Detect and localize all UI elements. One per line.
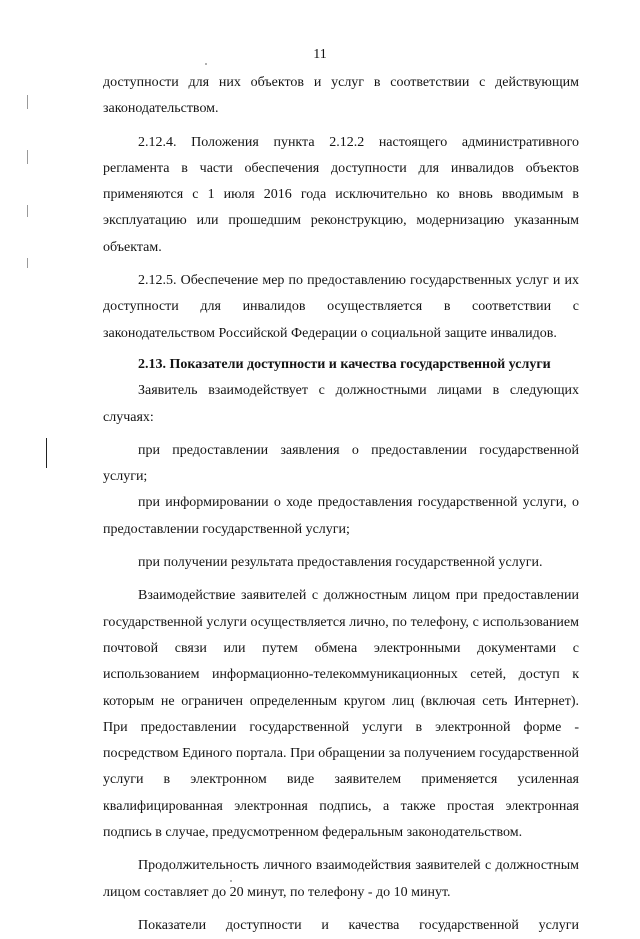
margin-binding-bar: [46, 438, 47, 468]
page-number: 11: [313, 47, 327, 62]
paragraph-2-12-4: 2.12.4. Положения пункта 2.12.2 настоящего административного регламента в части обеспечения доступности для инвалидов объектов применяются с 1 июля 2016 года исключительно ко вновь вводимым в эксплуатацию или прошедшим реконструкцию, модернизацию указанным объектам.: [103, 134, 579, 255]
document-body: [103, 70, 579, 939]
section-heading-2-13: 2.13. Показатели доступности и качества государственной услуги: [138, 356, 551, 372]
scan-dot: [205, 63, 207, 65]
margin-scan-mark: [27, 258, 28, 268]
paragraph-duration: Продолжительность личного взаимодействия заявителей с должностным лицом составляет до 20 минут, по телефону - до 10 минут.: [103, 858, 579, 900]
margin-scan-mark: [27, 150, 28, 164]
paragraph-continuation: доступности для них объектов и услуг в соответствии с действующим законодательством.: [103, 75, 579, 117]
list-item-result: при получении результата предоставления государственной услуги.: [138, 555, 543, 571]
margin-scan-mark: [27, 205, 28, 217]
paragraph-interaction-methods: Взаимодействие заявителей с должностным лицом при предоставлении государственной услуги осуществляется лично, по телефону, с использованием почтовой связи или путем обмена электронными документами с использованием информационно-телекоммуникационных сетей, доступ к которым не ограничен определенным кругом лиц (включая сеть Интернет). При предоставлении государственной услуги в электронной форме - посредством Единого портала. При обращении за получением государственной услуги в электронном виде заявителем применяется усиленная квалифицированная электронная подпись, а также простая электронная подпись в случае, предусмотренном федеральным законодательством.: [103, 588, 579, 841]
margin-scan-mark: [27, 95, 28, 109]
scan-dot: [230, 880, 232, 882]
paragraph-interaction-cases: Заявитель взаимодействует с должностными лицами в следующих случаях:: [103, 383, 579, 425]
list-item-informing: при информировании о ходе предоставления государственной услуги, о предоставлении государственной услуги;: [103, 495, 579, 537]
paragraph-2-12-5: 2.12.5. Обеспечение мер по предоставлению государственных услуг и их доступности для инвалидов осуществляется в соответствии с законодательством Российской Федерации о социальной защите инвалидов.: [103, 273, 579, 341]
paragraph-indicators: Показатели доступности и качества государственной услуги: [138, 917, 579, 933]
list-item-application: при предоставлении заявления о предоставлении государственной услуги;: [103, 442, 579, 485]
